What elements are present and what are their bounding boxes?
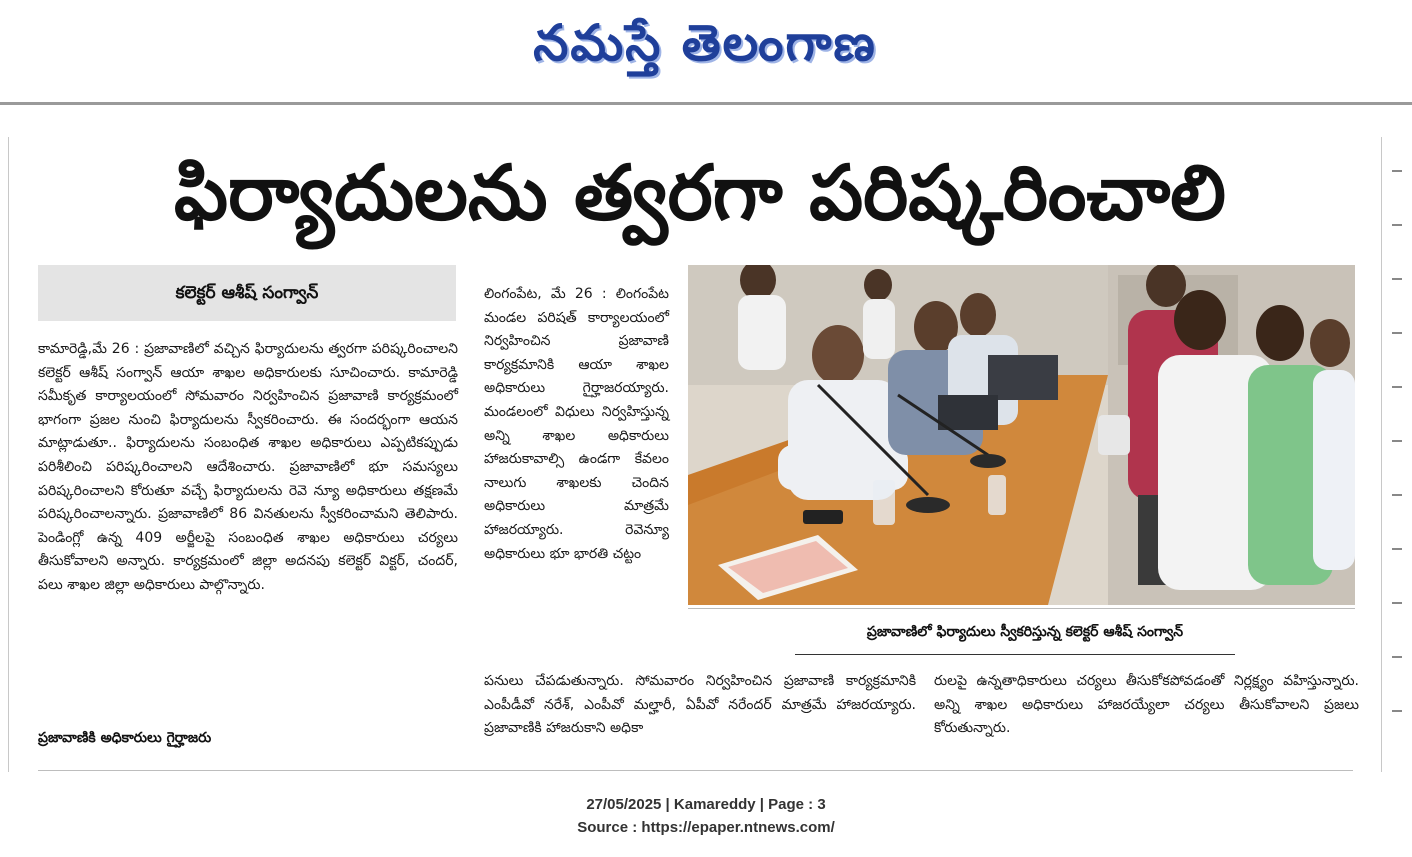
article-column-3: పనులు చేపడుతున్నారు. సోమవారం నిర్వహించిన ప్రజావాణి కార్యక్రమానికి ఎంపీడీవో నరేశ్, ఎంపీవో మల్హారీ, ఏపీవో నరేందర్ మాత్రమే హాజరయ్యారు. ప్రజావాణికి హాజరుకాని అధికా — [484, 673, 916, 737]
news-photo — [688, 265, 1355, 605]
subhead: కలెక్టర్ ఆశీష్ సంగ్వాన్ — [175, 283, 319, 303]
left-column-rule — [8, 137, 9, 772]
footer-divider — [38, 770, 1353, 771]
photo-caption: ప్రజావాణిలో ఫిర్యాదులు స్వీకరిస్తున్న కలెక్టర్ ఆశీష్ సంగ్వాన్ — [866, 624, 1184, 640]
article-column-2: లింగంపేట, మే 26 : లింగంపేట మండల పరిషత్ కార్యాలయంలో నిర్వహించిన ప్రజావాణి కార్యక్రమానికి ఆయా శాఖల అధికారులు గైర్హాజరయ్యారు. మండలంలో విధులు నిర్వహిస్తున్న అన్ని శాఖల అధికారులు హాజరుకావాల్సి ఉండగా కేవలం నాలుగు శాఖలకు చెందిన అధికారులు మాత్రమే హాజరయ్యారు. రెవెన్యూ అధికారులు భూ భారతి చట్టం — [484, 286, 669, 562]
caption-top-rule — [688, 608, 1355, 609]
photo-illustration — [688, 265, 1355, 605]
footer-edition-info: 27/05/2025 | Kamareddy | Page : 3 — [586, 796, 826, 813]
masthead-divider — [0, 102, 1412, 105]
masthead — [0, 0, 1412, 100]
adjacent-column-fragment — [1392, 170, 1410, 770]
article-column-1: కామారెడ్డి,మే 26 : ప్రజావాణిలో వచ్చిన ఫిర్యాదులను త్వరగా పరిష్కరించాలని కలెక్టర్ ఆశీష్ సంగ్వాన్ ఆయా శాఖల అధికారులకు సూచించారు. కామారెడ్డి సమీకృత కార్యాలయంలో సోమవారం నిర్వహించిన ప్రజావాణి కార్యక్రమంలో భాగంగా ప్రజల నుంచి ఫిర్యాదులను స్వీకరించారు. ఈ సందర్భంగా ఆయన మాట్లాడుతూ.. ఫిర్యాదులను సంబంధిత శాఖల అధికారులు ఎప్పటికప్పుడు పరిశీలించి పరిష్కరించాలని ఆదేశించారు. ప్రజావాణిలో భూ సమస్యలు పరిష్కరించాలని కోరుతూ వచ్చే ఫిర్యాదులను రెవె న్యూ అధికారులు తక్షణమే పరిష్కరించాలన్నారు. ప్రజావాణిలో 86 వినతులను స్వీకరించామని తెలిపారు. పెండింగ్లో ఉన్న 409 అర్జీలపై సంబంధిత శాఖల అధికారులు చర్యలు తీసుకోవాలని అన్నారు. కార్యక్రమంలో జిల్లా అదనపు కలెక్టర్ విక్టర్, చందర్, పలు శాఖల జిల్లా అధికారులు పాల్గొన్నారు. — [38, 341, 458, 593]
caption-bottom-rule — [795, 654, 1235, 655]
subhead-box — [38, 265, 456, 321]
newspaper-logo: నమస్తే తెలంగాణ — [533, 13, 877, 72]
footer — [0, 793, 1412, 839]
footer-source-link[interactable]: Source : https://epaper.ntnews.com/ — [577, 819, 835, 836]
headline: ఫిర్యాదులను త్వరగా పరిష్కరించాలి — [174, 148, 1226, 237]
right-column-rule — [1381, 137, 1382, 772]
article-subheading: ప్రజావాణికి అధికారులు గైర్హాజరు — [38, 730, 212, 746]
article-column-4: రులపై ఉన్నతాధికారులు చర్యలు తీసుకోకపోవడంతో నిర్లక్ష్యం వహిస్తున్నారు. అన్ని శాఖల అధికారులు హాజరయ్యేలా చర్యలు తీసుకోవాలని ప్రజలు కోరుతున్నారు. — [934, 673, 1359, 737]
